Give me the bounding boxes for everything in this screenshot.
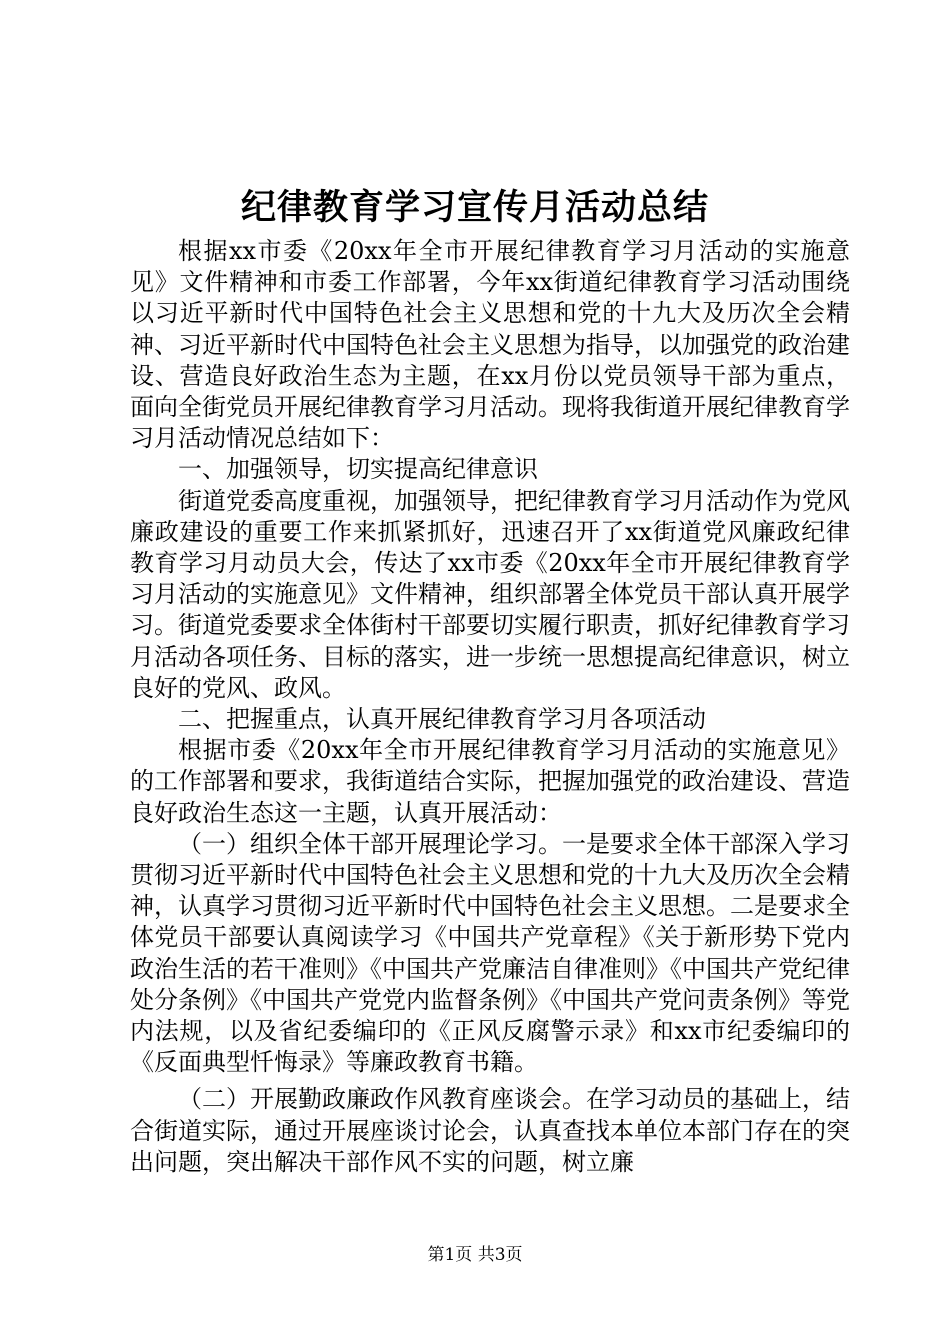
document-title: 纪律教育学习宣传月活动总结 [240,187,709,228]
paragraph-intro: 根据xx市委《20xx年全市开展纪律教育学习月活动的实施意见》文件精神和市委工作部署，今年xx街道纪律教育学习活动围绕以习近平新时代中国特色社会主义思想和党的十九大及历次全会精神、习近平新时代中国特色社会主义思想为指导，以加强党的政治建设、营造良好政治生态为主题，在xx月份以党员领导干部为重点，面向全街党员开展纪律教育学习月活动。现将我街道开展纪律教育学习月活动情况总结如下： [130,237,850,453]
paragraph-section-2: 根据市委《20xx年全市开展纪律教育学习月活动的实施意见》的工作部署和要求，我街道结合实际，把握加强党的政治建设、营造良好政治生态这一主题，认真开展活动： [130,736,850,827]
paragraph-item-2: （二）开展勤政廉政作风教育座谈会。在学习动员的基础上，结合街道实际，通过开展座谈讨论会，认真查找本单位本部门存在的突出问题，突出解决干部作风不实的问题，树立廉 [130,1085,850,1176]
section-heading-2: 二、把握重点，认真开展纪律教育学习月各项活动 [178,705,706,734]
page-number-footer: 第1页 共3页 [427,1245,523,1265]
document-body [130,236,850,1178]
paragraph-item-1: （一）组织全体干部开展理论学习。一是要求全体干部深入学习贯彻习近平新时代中国特色社会主义思想和党的十九大及历次全会精神，认真学习贯彻习近平新时代中国特色社会主义思想。二是要求全体党员干部要认真阅读学习《中国共产党章程》《关于新形势下党内政治生活的若干准则》《中国共产党廉洁自律准则》《中国共产党纪律处分条例》《中国共产党党内监督条例》《中国共产党问责条例》等党内法规，以及省纪委编印的《正风反腐警示录》和xx市纪委编印的《反面典型忏悔录》等廉政教育书籍。 [130,829,850,1077]
section-heading-1: 一、加强领导，切实提高纪律意识 [178,455,538,484]
paragraph-section-1: 街道党委高度重视，加强领导，把纪律教育学习月活动作为党风廉政建设的重要工作来抓紧抓好，迅速召开了xx街道党风廉政纪律教育学习月动员大会，传达了xx市委《20xx年全市开展纪律教育学习月活动的实施意见》文件精神，组织部署全体党员干部认真开展学习。街道党委要求全体街村干部要切实履行职责，抓好纪律教育学习月活动各项任务、目标的落实，进一步统一思想提高纪律意识，树立良好的党风、政风。 [130,486,850,702]
